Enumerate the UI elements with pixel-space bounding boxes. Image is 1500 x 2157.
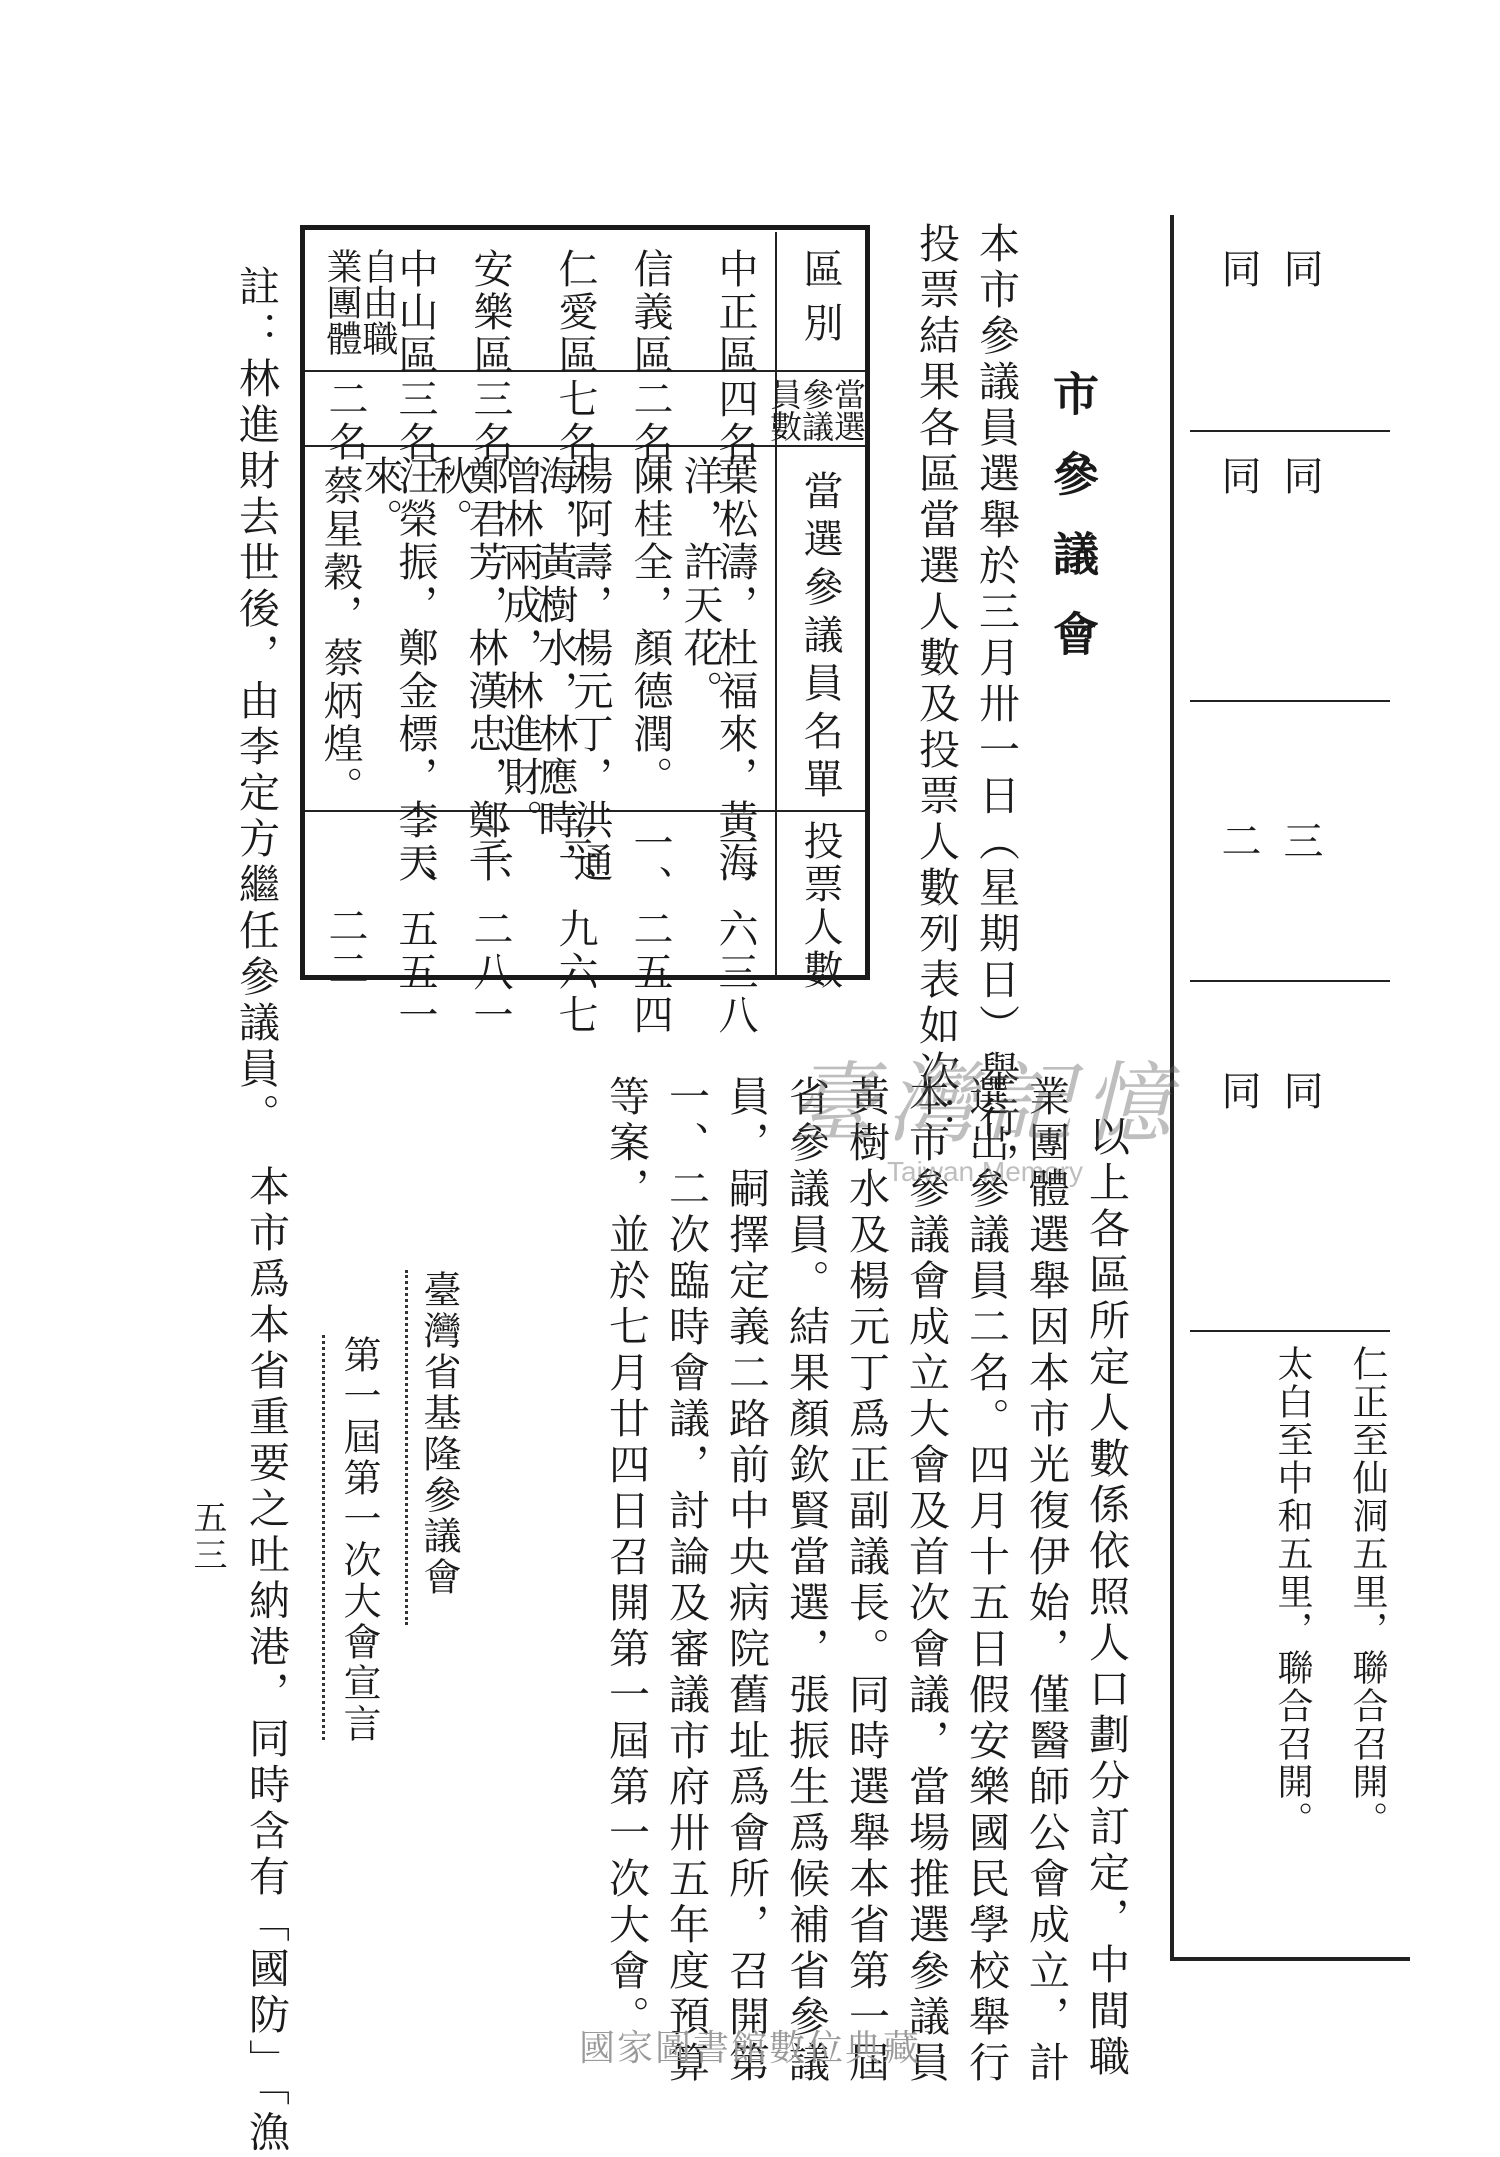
seats-cell: 二名 xyxy=(627,378,673,464)
declaration-council: 臺灣省基隆參議會 xyxy=(417,1270,461,1598)
meeting-note: 太白至中和五里，聯合召開。 xyxy=(1272,1345,1313,1839)
body-line: 黃樹水及楊元丁爲正副議長。同時選舉本省第一屆 xyxy=(842,1075,890,2087)
body-line: 等案，並於七月廿四日召開第一屆第一次大會。 xyxy=(602,1075,650,2041)
repeat-mark: 同 xyxy=(1277,1070,1323,1113)
names-cell: 楊阿壽，楊元丁，洪通 xyxy=(567,455,613,885)
repeat-mark: 同 xyxy=(1277,455,1323,498)
votes-cell: 二二 xyxy=(322,905,368,991)
votes-cell: 三、二八一 xyxy=(467,822,513,1037)
body-line: 省參議員。結果顏欽賢當選，張振生爲候補省參議 xyxy=(782,1075,830,2087)
declaration-title: 第一屆第一次大會宣言 xyxy=(337,1335,381,1745)
district-cell: 自由職業團體 xyxy=(321,248,398,356)
section-title: 市參議會 xyxy=(1046,370,1100,690)
votes-cell: 一、六三八 xyxy=(712,822,758,1037)
seats-cell: 二名 xyxy=(322,378,368,464)
repeat-mark: 二 xyxy=(1215,820,1261,863)
names-cell: 洋，許天花。 xyxy=(677,455,723,713)
votes-cell: 一、二五四 xyxy=(627,822,673,1037)
names-cell: 蔡星穀，蔡炳煌。 xyxy=(317,465,363,809)
body-line: 業團體選舉因本市光復伊始，僅醫師公會成立，計 xyxy=(1022,1075,1070,2087)
table-note: 註：林進財去世後，由李定方繼任參議員。 xyxy=(232,265,280,1139)
district-cell: 中正區 xyxy=(712,248,758,377)
intro-line: 本市參議員選舉於三月卅一日（星期日）舉行， xyxy=(972,222,1020,1188)
seats-cell: 三名 xyxy=(392,378,438,464)
intro-line: 投票結果各區當選人數及投票人數列表如次： xyxy=(912,222,960,1142)
repeat-mark: 同 xyxy=(1215,1070,1261,1113)
header-seats: 當選參議員數 xyxy=(765,378,867,442)
names-cell: 葉松濤，杜福來，黃海 xyxy=(712,455,758,885)
names-cell: 鄭君芳，林漢忠，鄭千 xyxy=(462,455,508,885)
watermark-logo: 臺灣記憶 Taiwan Memory xyxy=(788,1052,1181,1187)
seats-cell: 七名 xyxy=(552,378,598,464)
footer-credit: 國家圖書館數位典藏 xyxy=(578,2028,921,2069)
repeat-mark: 同 xyxy=(1215,248,1261,291)
names-cell: 曾林兩成，林進財。 xyxy=(497,455,543,842)
votes-cell: 三、九六七 xyxy=(552,822,598,1037)
district-cell: 信義區 xyxy=(627,248,673,377)
page-number: 五三 xyxy=(187,1500,227,1574)
body-line: 員，嗣擇定義二路前中央病院舊址爲會所，召開第 xyxy=(722,1075,770,2087)
repeat-mark: 同 xyxy=(1215,455,1261,498)
district-cell: 安樂區 xyxy=(467,248,513,377)
wavy-underline xyxy=(405,1270,416,1625)
body-line: 選出參議員二名。四月十五日假安樂國民學校舉行 xyxy=(962,1075,1010,2087)
seats-cell: 三名 xyxy=(467,378,513,464)
repeat-mark: 同 xyxy=(1277,248,1323,291)
repeat-mark: 三 xyxy=(1277,820,1323,863)
header-district: 區別 xyxy=(797,248,843,356)
names-cell: 來。 xyxy=(357,455,403,541)
district-cell: 中山區 xyxy=(392,248,438,377)
seats-cell: 四名 xyxy=(712,378,758,464)
votes-cell: 二、五五一 xyxy=(392,822,438,1037)
body-line: 一、二次臨時會議，討論及審議市府卅五年度預算 xyxy=(662,1075,710,2087)
body-line: 以上各區所定人數係依照人口劃分訂定，中間職 xyxy=(1082,1115,1130,2081)
meeting-note: 仁正至仙洞五里，聯合召開。 xyxy=(1347,1345,1388,1839)
declaration-line: 本市爲本省重要之吐納港，同時含有「國防」「漁 xyxy=(242,1165,290,2157)
wavy-underline xyxy=(322,1335,333,1740)
header-names: 當選參議員名單 xyxy=(797,470,843,806)
names-cell: 秋。 xyxy=(427,455,473,541)
names-cell: 陳桂全，顏德潤。 xyxy=(627,455,673,799)
names-cell: 汪榮振，鄭金標，李天 xyxy=(392,455,438,885)
names-cell: 海，黃樹水，林應時， xyxy=(532,455,578,885)
header-votes: 投票人數 xyxy=(797,820,843,992)
district-cell: 仁愛區 xyxy=(552,248,598,377)
body-line: 本市參議會成立大會及首次會議，當場推選參議員 xyxy=(902,1075,950,2087)
